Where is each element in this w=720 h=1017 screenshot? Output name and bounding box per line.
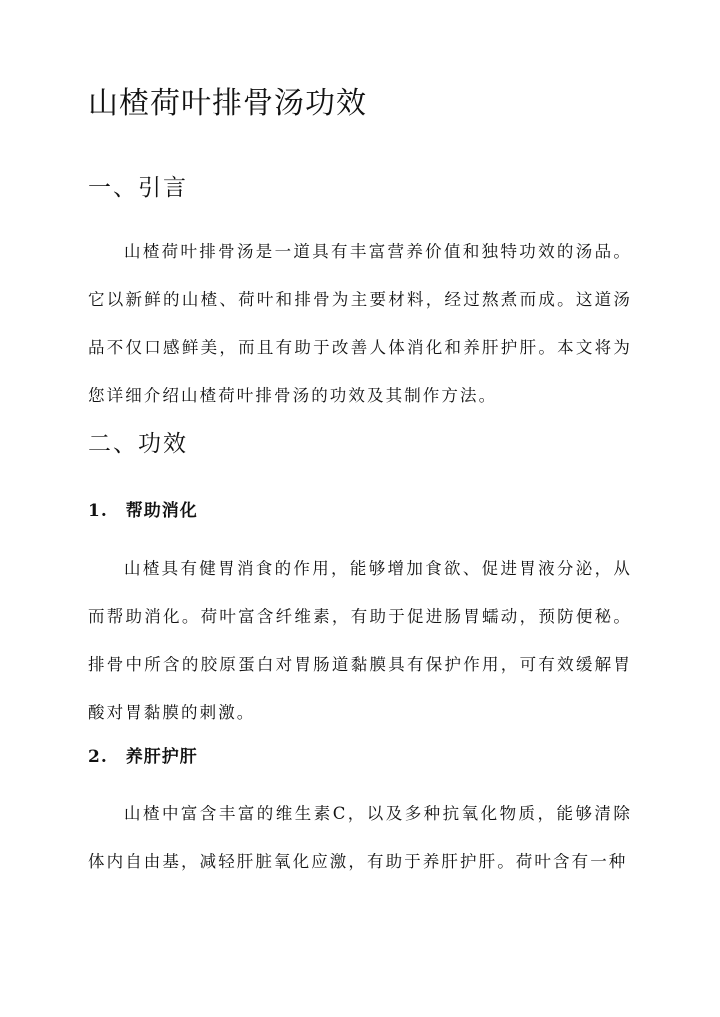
subsection-heading-digestion: 1. 帮助消化 xyxy=(88,501,198,521)
intro-paragraph: 山楂荷叶排骨汤是一道具有丰富营养价值和独特功效的汤品。它以新鲜的山楂、荷叶和排骨为主要材料，经过熬煮而成。这道汤品不仅口感鲜美，而且有助于改善人体消化和养肝护肝。本文将为您详细介绍山楂荷叶排骨汤的功效及其制作方法。 xyxy=(88,242,632,405)
section-heading-effects: 二、功效 xyxy=(88,431,188,457)
section-heading-intro: 一、引言 xyxy=(88,175,188,201)
subsection-heading-liver: 2. 养肝护肝 xyxy=(88,747,198,767)
liver-paragraph: 山楂中富含丰富的维生素C，以及多种抗氧化物质，能够清除体内自由基，减轻肝脏氧化应激，有助于养肝护肝。荷叶含有一种 xyxy=(88,804,632,871)
digestion-paragraph: 山楂具有健胃消食的作用，能够增加食欲、促进胃液分泌，从而帮助消化。荷叶富含纤维素，有助于促进肠胃蠕动，预防便秘。排骨中所含的胶原蛋白对胃肠道黏膜具有保护作用，可有效缓解胃酸对胃黏膜的刺激。 xyxy=(88,559,632,722)
document-title: 山楂荷叶排骨汤功效 xyxy=(88,86,367,121)
